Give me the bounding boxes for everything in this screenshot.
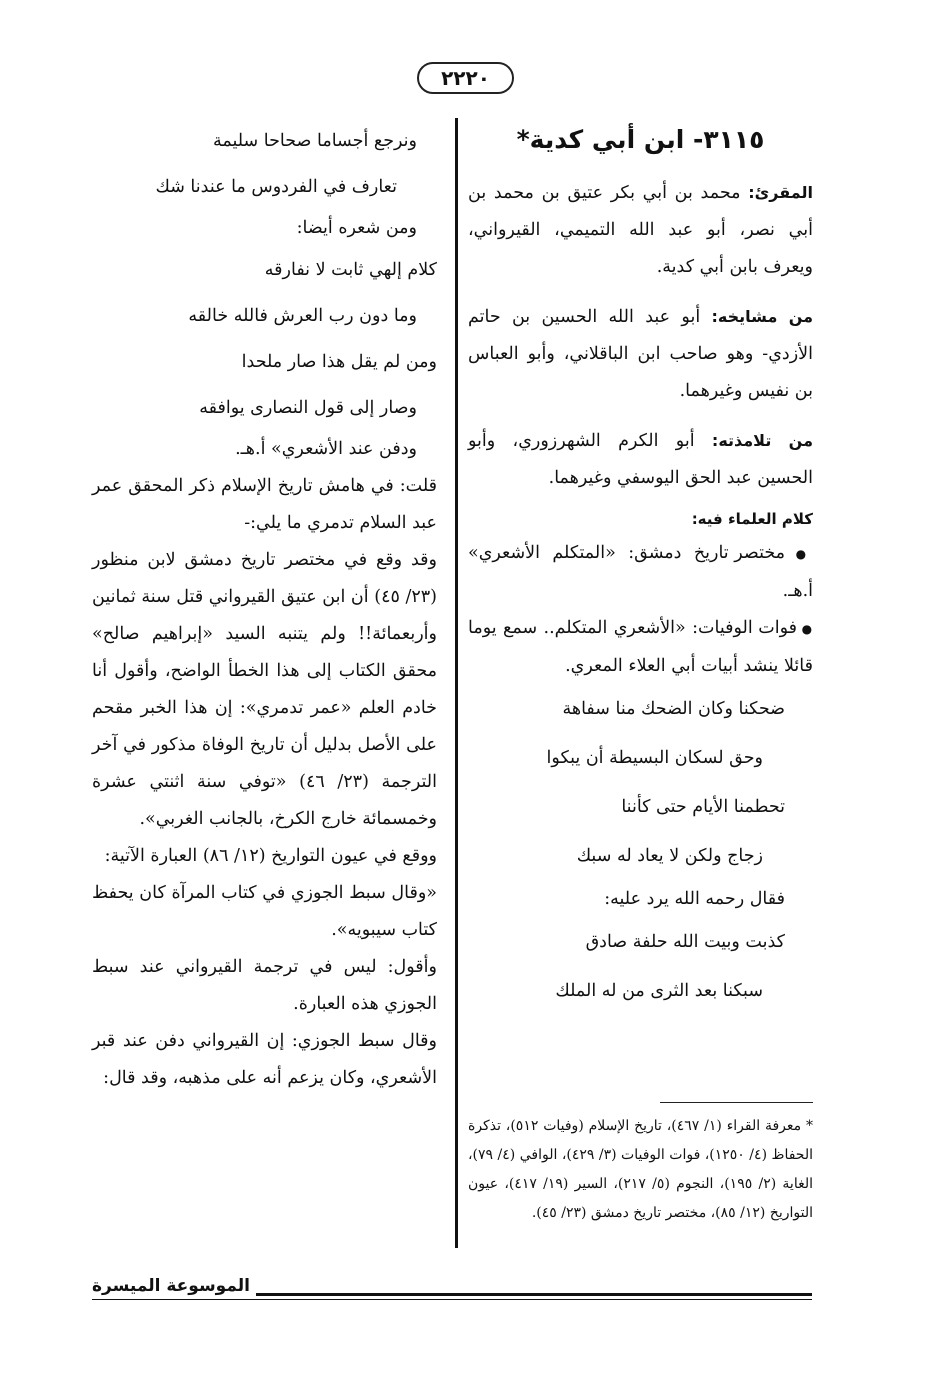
verse-line: وحق لسكان البسيطة أن يبكوا [546,748,763,768]
paragraph: ودفن عند الأشعري» أ.هـ. [235,439,417,459]
paragraph: وقد وقع في مختصر تاريخ دمشق لابن منظور (٢٣/ ٤٥) أن ابن عتيق القيرواني قتل سنة ثمانين وأربعمائة!! ولم يتنبه السيد «إبراهيم صالح» محقق الكتاب إلى هذا الخطأ الواضح، وأقول أنا خادم العلم «عمر تدمري»: إن هذا الخبر مقحم على الأصل بدليل أن تاريخ الوفاة مذكور في آخر الترجمة (٢٣/ ٤٦) «توفي سنة اثنتي عشرة وخمسمائة خارج الكرخ، بالجانب الغربي». [92,550,437,829]
page-number-text: ٢٢٢٠ [417,62,514,94]
verse-line: سبكنا بعد الثرى من له الملك [555,981,763,1001]
verse-line: ومن لم يقل هذا صار ملحدا [241,352,437,372]
column-divider [455,118,458,1248]
footer-rule-thin [92,1299,812,1300]
verse-line: وصار إلى قول النصارى يوافقه [199,398,417,418]
more-poetry-intro: ومن شعره أيضا: [296,218,417,238]
verse-line: ونرجع أجساما صحاحا سليمة [212,131,417,151]
paragraph: وقال سبط الجوزي: إن القيرواني دفن عند قبر الأشعري، وكان يزعم أنه على مذهبه، وقد قال: [92,1031,437,1088]
reply-intro: فقال رحمه الله يرد عليه: [604,889,785,909]
muqri-label: المقرئ: [748,183,813,202]
verse-line: زجاج ولكن لا يعاد له سبك [576,846,763,866]
bullet-item-1: ● مختصر تاريخ دمشق: «المتكلم الأشعري» أ.هـ. [468,535,813,610]
bullet-item-2: ● فوات الوفيات: «الأشعري المتكلم.. سمع يوما قائلا ينشد أبيات أبي العلاء المعري. [468,610,813,685]
ulama-heading: كلام العلماء فيه: [691,510,813,528]
muqri-paragraph [468,174,813,286]
verse-line: كذبت وبيت الله حلفة صادق [585,932,785,952]
talamidh-text: أبو الكرم الشهرزوري، وأبو الحسين عبد الحق اليوسفي وغيرهما. [468,431,813,488]
right-column [468,120,813,1016]
paragraph: «وقال سبط الجوزي في كتاب المرآة كان يحفظ كتاب سيبويه». [92,883,437,940]
shuyukh-text: أبو عبد الله الحسين بن حاتم الأزدي- وهو صاحب ابن الباقلاني، وأبو العباس بن نفيس وغيرهما. [468,307,813,401]
verse-line: كلام إلهي ثابت لا نفارقه [264,260,437,280]
verse-line: ضحكنا وكان الضحك منا سفاهة [562,699,785,719]
paragraph: ووقع في عيون التواريخ (١٢/ ٨٦) العبارة الآتية: [104,846,437,866]
footnote: * معرفة القراء (١/ ٤٦٧)، تاريخ الإسلام (وفيات ٥١٢)، تذكرة الحفاظ (٤/ ١٢٥٠)، فوات الوفيات (٣/ ٤٢٩)، الوافي (٤/ ٧٩)، الغاية (٢/ ١٩٥)، النجوم (٥/ ٢١٧)، السير (١٩/ ٤١٧)، عيون التواريخ (١٢/ ٨٥)، مختصر تاريخ دمشق (٢٣/ ٤٥). [468,1118,813,1221]
left-column [92,118,437,1097]
talamidh-label: من تلامذته: [711,431,813,450]
verse-line: تعارف في الفردوس ما عندنا شك [155,177,397,197]
paragraph: وأقول: ليس في ترجمة القيرواني عند سبط الجوزي هذه العبارة. [92,957,437,1014]
talamidh-paragraph [468,422,813,497]
page-number [0,62,931,94]
shuyukh-paragraph [468,298,813,410]
entry-title: ٣١١٥- ابن أبي كدية* [516,125,765,154]
shuyukh-label: من مشايخه: [711,307,813,326]
muqri-text: محمد بن أبي بكر عتيق بن محمد بن أبي نصر، أبو عبد الله التميمي، القيرواني، ويعرف بابن أبي كدية. [468,183,813,277]
verse-line: تحطمنا الأيام حتى كأننا [621,797,785,817]
footer-label: الموسوعة الميسرة [92,1276,256,1296]
footnote-rule [660,1102,813,1103]
verse-line: وما دون رب العرش فالله خالقه [188,306,417,326]
paragraph: قلت: في هامش تاريخ الإسلام ذكر المحقق عمر عبد السلام تدمري ما يلي:- [92,476,437,533]
